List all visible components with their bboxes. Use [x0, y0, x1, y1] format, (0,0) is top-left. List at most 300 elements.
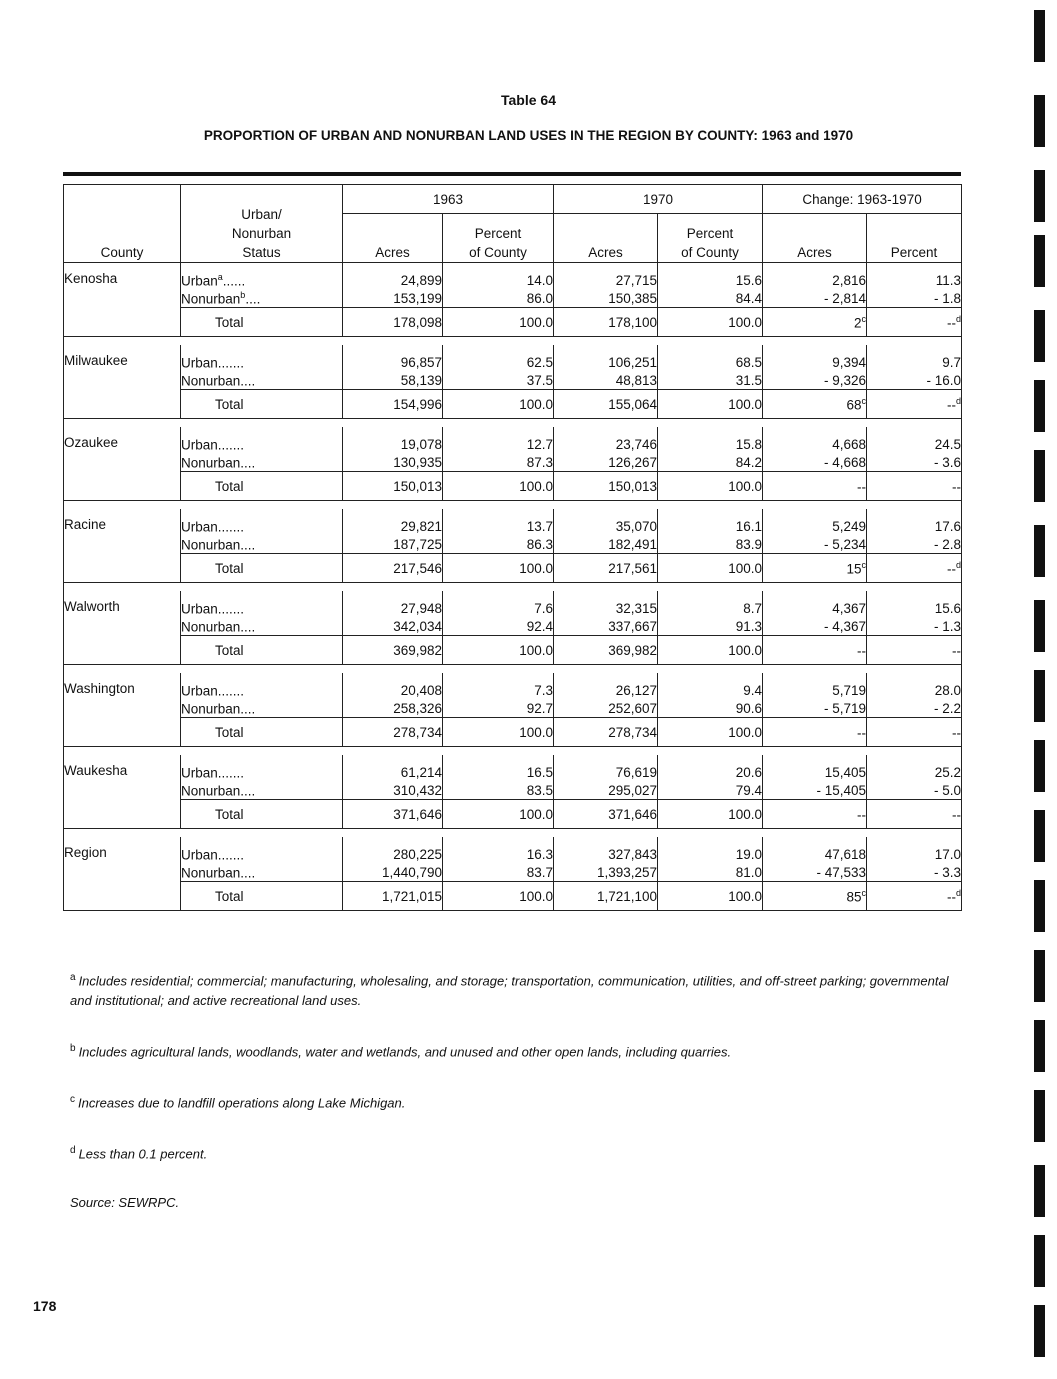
percent-1963-cell — [443, 699, 554, 718]
acres-1963-cell — [343, 718, 443, 747]
status-cell — [181, 718, 343, 747]
cell-value: -- — [947, 561, 957, 577]
change-percent-cell — [867, 289, 962, 308]
county-cell: Kenosha — [64, 263, 181, 337]
cell-value: - 47,533 — [816, 864, 867, 880]
table-row — [64, 718, 962, 747]
status-cell — [181, 673, 343, 699]
footnote-mark: c — [861, 887, 867, 898]
status-cell — [181, 390, 343, 419]
percent-1963-cell — [443, 453, 554, 472]
percent-1970-cell — [658, 591, 763, 617]
cell-value: 86.3 — [526, 536, 554, 552]
change-acres-cell — [763, 345, 867, 371]
acres-1963-cell — [343, 289, 443, 308]
table-row — [64, 882, 962, 911]
acres-1970-cell — [554, 800, 658, 829]
acres-1963-cell — [343, 755, 443, 781]
edge-mark — [1034, 1235, 1045, 1287]
percent-1963-cell — [443, 472, 554, 501]
change-acres-cell — [763, 636, 867, 665]
change-acres-cell — [763, 308, 867, 337]
percent-1963-cell — [443, 837, 554, 863]
percent-1970-cell — [658, 636, 763, 665]
cell-value: 92.4 — [526, 618, 554, 634]
change-percent-cell — [867, 837, 962, 863]
acres-1963-cell — [343, 308, 443, 337]
leader-dots: ....... — [217, 765, 245, 781]
footnote-mark: d — [956, 395, 962, 406]
status-cell — [181, 289, 343, 308]
leader-dots: .... — [245, 291, 261, 307]
cell-value: 154,996 — [393, 396, 442, 412]
cell-value: 91.3 — [735, 618, 763, 634]
cell-value: -- — [857, 725, 867, 741]
cell-value: 1,721,015 — [381, 888, 442, 904]
footnote-mark: a — [217, 271, 223, 282]
change-percent-cell — [867, 345, 962, 371]
percent-1970-cell — [658, 755, 763, 781]
change-percent-cell — [867, 554, 962, 583]
cell-value: 1,721,100 — [596, 888, 658, 904]
edge-mark — [1034, 450, 1045, 502]
cell-value: 100.0 — [728, 478, 763, 494]
leader-dots: ....... — [217, 847, 245, 863]
status-label: Total — [215, 724, 244, 740]
status-header: Urban/ Nonurban Status — [181, 185, 343, 263]
cell-value: 15.6 — [934, 600, 962, 616]
acres-1970-cell — [554, 863, 658, 882]
acres-1970-cell — [554, 554, 658, 583]
year-1970-header: 1970 — [554, 185, 763, 214]
cell-value: - 1.8 — [934, 290, 962, 306]
leader-dots: .... — [240, 701, 256, 717]
leader-dots: ....... — [217, 601, 245, 617]
cell-value: 15 — [846, 561, 862, 577]
percent-1970-cell — [658, 535, 763, 554]
cell-value: 96,857 — [400, 354, 442, 370]
cell-value: 17.0 — [934, 846, 962, 862]
change-percent-cell — [867, 591, 962, 617]
status-cell — [181, 472, 343, 501]
cell-value: 100.0 — [519, 724, 554, 740]
acres-1970-cell — [554, 308, 658, 337]
county-cell: Milwaukee — [64, 345, 181, 419]
cell-value: 87.3 — [526, 454, 554, 470]
leader-dots: .... — [240, 373, 256, 389]
percent-1963-cell — [443, 673, 554, 699]
leader-dots: ....... — [217, 355, 245, 371]
cell-value: - 3.3 — [934, 864, 962, 880]
cell-value: 84.4 — [735, 290, 763, 306]
status-label: Total — [215, 478, 244, 494]
footnote-mark: c — [861, 313, 867, 324]
cell-value: 342,034 — [393, 618, 442, 634]
cell-value: 19,078 — [400, 436, 442, 452]
percent-1970-cell — [658, 554, 763, 583]
change-header: Change: 1963-1970 — [763, 185, 962, 214]
cell-value: 61,214 — [400, 764, 442, 780]
county-cell: Racine — [64, 509, 181, 583]
table-row — [64, 863, 962, 882]
group-spacer — [64, 665, 962, 674]
percent-1970-cell — [658, 863, 763, 882]
leader-dots: .... — [240, 455, 256, 471]
change-percent-cell — [867, 781, 962, 800]
change-percent-cell — [867, 535, 962, 554]
table-label: Table 64 — [501, 92, 556, 108]
change-acres-cell — [763, 718, 867, 747]
cell-value: 4,668 — [832, 436, 867, 452]
change-acres-cell — [763, 837, 867, 863]
cell-value: 150,385 — [608, 290, 658, 306]
cell-value: 178,100 — [608, 314, 658, 330]
change-acres-cell — [763, 289, 867, 308]
status-label: Nonurban — [181, 619, 241, 635]
status-cell — [181, 636, 343, 665]
acres-1963-cell — [343, 509, 443, 535]
percent-1963-cell — [443, 371, 554, 390]
cell-value: 81.0 — [735, 864, 763, 880]
acres-1970-cell — [554, 673, 658, 699]
cell-value: 153,199 — [393, 290, 442, 306]
percent-1970-cell — [658, 882, 763, 911]
cell-value: -- — [952, 643, 962, 659]
cell-value: 12.7 — [526, 436, 554, 452]
cell-value: - 5,234 — [824, 536, 867, 552]
acres-1970-cell — [554, 591, 658, 617]
percent-1970-cell — [658, 427, 763, 453]
table-row — [64, 837, 962, 863]
edge-mark — [1034, 810, 1045, 862]
footnote-d: $^d$ Less than 0.1 percent. — [70, 1145, 208, 1162]
status-cell — [181, 755, 343, 781]
status-cell — [181, 882, 343, 911]
cell-value: 295,027 — [608, 782, 658, 798]
edge-mark — [1034, 1090, 1045, 1142]
status-cell — [181, 800, 343, 829]
status-label: Nonurban — [181, 455, 241, 471]
table-row — [64, 371, 962, 390]
cell-value: 278,734 — [393, 724, 442, 740]
table-row — [64, 427, 962, 453]
percent-1963-cell — [443, 863, 554, 882]
percent-1963-cell — [443, 800, 554, 829]
cell-value: 2 — [854, 315, 862, 331]
cell-value: 100.0 — [519, 314, 554, 330]
percent-1970-cell — [658, 781, 763, 800]
status-label: Urban — [181, 437, 218, 453]
change-percent-cell — [867, 509, 962, 535]
cell-value: 100.0 — [728, 724, 763, 740]
cell-value: -- — [947, 889, 957, 905]
cell-value: 106,251 — [608, 354, 658, 370]
cell-value: 83.7 — [526, 864, 554, 880]
leader-dots: .... — [240, 783, 256, 799]
footnote-mark: d — [956, 887, 962, 898]
group-spacer — [64, 337, 962, 346]
change-acres-cell — [763, 755, 867, 781]
cell-value: 187,725 — [393, 536, 442, 552]
change-percent-cell — [867, 472, 962, 501]
cell-value: 16.1 — [735, 518, 763, 534]
acres-1970-cell — [554, 755, 658, 781]
cell-value: 4,367 — [832, 600, 867, 616]
county-cell: Washington — [64, 673, 181, 747]
table-row — [64, 535, 962, 554]
status-label: Urban — [181, 683, 218, 699]
cell-value: 35,070 — [615, 518, 658, 534]
cell-value: 47,618 — [824, 846, 867, 862]
percent-1970-cell — [658, 673, 763, 699]
cell-value: 16.3 — [526, 846, 554, 862]
change-acres-cell — [763, 554, 867, 583]
cell-value: 48,813 — [615, 372, 658, 388]
acres-1963-cell — [343, 636, 443, 665]
acres-1963-cell — [343, 863, 443, 882]
table-row — [64, 617, 962, 636]
group-spacer — [64, 419, 962, 428]
cell-value: - 2.2 — [934, 700, 962, 716]
status-label: Nonurban — [181, 701, 241, 717]
cell-value: 26,127 — [615, 682, 658, 698]
percent-1970-header: Percent of County — [658, 214, 763, 263]
status-label: Total — [215, 806, 244, 822]
cell-value: 37.5 — [526, 372, 554, 388]
cell-value: -- — [857, 643, 867, 659]
acres-1970-cell — [554, 718, 658, 747]
status-cell — [181, 617, 343, 636]
cell-value: 9.4 — [743, 682, 763, 698]
acres-1963-cell — [343, 781, 443, 800]
edge-mark — [1034, 880, 1045, 932]
cell-value: 14.0 — [526, 272, 554, 288]
cell-value: 155,064 — [608, 396, 658, 412]
cell-value: - 16.0 — [926, 372, 962, 388]
acres-1963-cell — [343, 882, 443, 911]
cell-value: 310,432 — [393, 782, 442, 798]
cell-value: 86.0 — [526, 290, 554, 306]
acres-1970-cell — [554, 617, 658, 636]
edge-mark — [1034, 525, 1045, 577]
table-title: PROPORTION OF URBAN AND NONURBAN LAND USES IN THE REGION BY COUNTY: 1963 and 1970 — [203, 128, 854, 143]
percent-1963-cell — [443, 781, 554, 800]
edge-mark — [1034, 600, 1045, 652]
acres-1970-cell — [554, 781, 658, 800]
cell-value: 79.4 — [735, 782, 763, 798]
status-cell — [181, 371, 343, 390]
footnote-mark: d — [956, 313, 962, 324]
status-label: Urban — [181, 765, 218, 781]
cell-value: 31.5 — [735, 372, 763, 388]
cell-value: - 15,405 — [816, 782, 867, 798]
cell-value: 76,619 — [615, 764, 658, 780]
edge-mark — [1034, 10, 1045, 62]
cell-value: 252,607 — [608, 700, 658, 716]
change-acres-cell — [763, 673, 867, 699]
status-cell — [181, 453, 343, 472]
table-row — [64, 345, 962, 371]
cell-value: 100.0 — [728, 314, 763, 330]
percent-1963-cell — [443, 308, 554, 337]
change-percent-cell — [867, 699, 962, 718]
status-label: Urban — [181, 273, 218, 289]
status-cell — [181, 509, 343, 535]
change-percent-cell — [867, 308, 962, 337]
change-acres-cell — [763, 800, 867, 829]
cell-value: 27,948 — [400, 600, 442, 616]
cell-value: 5,719 — [832, 682, 867, 698]
cell-value: 32,315 — [615, 600, 658, 616]
cell-value: 369,982 — [608, 642, 658, 658]
cell-value: -- — [947, 315, 957, 331]
table-row — [64, 472, 962, 501]
table-row — [64, 263, 962, 290]
cell-value: 83.5 — [526, 782, 554, 798]
cell-value: 84.2 — [735, 454, 763, 470]
change-acres-cell — [763, 699, 867, 718]
table-row — [64, 591, 962, 617]
status-label: Urban — [181, 519, 218, 535]
cell-value: 13.7 — [526, 518, 554, 534]
cell-value: 15.6 — [735, 272, 763, 288]
percent-1970-cell — [658, 617, 763, 636]
cell-value: 9,394 — [832, 354, 867, 370]
change-percent-cell — [867, 636, 962, 665]
percent-1970-cell — [658, 390, 763, 419]
status-label: Total — [215, 314, 244, 330]
cell-value: 28.0 — [934, 682, 962, 698]
status-label: Urban — [181, 355, 218, 371]
edge-mark — [1034, 1305, 1045, 1357]
table-row — [64, 699, 962, 718]
cell-value: 16.5 — [526, 764, 554, 780]
change-acres-cell — [763, 781, 867, 800]
cell-value: 20,408 — [400, 682, 442, 698]
status-label: Total — [215, 888, 244, 904]
cell-value: 11.3 — [935, 272, 962, 288]
status-cell — [181, 345, 343, 371]
cell-value: - 1.3 — [934, 618, 962, 634]
percent-1963-cell — [443, 636, 554, 665]
acres-1963-cell — [343, 535, 443, 554]
percent-1963-cell — [443, 509, 554, 535]
cell-value: 100.0 — [519, 888, 554, 904]
leader-dots: .... — [240, 537, 256, 553]
change-percent-cell — [867, 617, 962, 636]
percent-1970-cell — [658, 699, 763, 718]
group-spacer — [64, 583, 962, 592]
percent-1963-cell — [443, 289, 554, 308]
footnote-mark: c — [861, 559, 867, 570]
table-row — [64, 636, 962, 665]
percent-1963-cell — [443, 345, 554, 371]
edge-mark — [1034, 170, 1045, 222]
cell-value: - 4,367 — [824, 618, 867, 634]
change-percent-cell — [867, 863, 962, 882]
cell-value: 100.0 — [728, 888, 763, 904]
status-cell — [181, 781, 343, 800]
cell-value: 2,816 — [832, 272, 867, 288]
cell-value: 369,982 — [393, 642, 442, 658]
cell-value: 258,326 — [393, 700, 442, 716]
edge-mark — [1034, 740, 1045, 792]
table-row — [64, 289, 962, 308]
status-cell — [181, 699, 343, 718]
change-percent-cell — [867, 718, 962, 747]
cell-value: -- — [857, 479, 867, 495]
cell-value: 23,746 — [615, 436, 658, 452]
percent-1970-cell — [658, 800, 763, 829]
cell-value: 24.5 — [934, 436, 962, 452]
change-acres-header: Acres — [763, 214, 867, 263]
footnote-mark: d — [956, 559, 962, 570]
cell-value: 100.0 — [728, 396, 763, 412]
acres-1963-cell — [343, 263, 443, 290]
footnote-b: $^b$ Includes agricultural lands, woodlands, water and wetlands, and unused and other open lands, including quarries. — [70, 1043, 732, 1060]
cell-value: 100.0 — [519, 478, 554, 494]
county-cell: Ozaukee — [64, 427, 181, 501]
table-row — [64, 308, 962, 337]
edge-mark — [1034, 1020, 1045, 1072]
page-number: 178 — [33, 1298, 57, 1314]
acres-1963-cell — [343, 699, 443, 718]
percent-1970-cell — [658, 371, 763, 390]
percent-1970-cell — [658, 453, 763, 472]
leader-dots: ....... — [217, 683, 245, 699]
cell-value: 217,561 — [608, 560, 658, 576]
county-cell: Waukesha — [64, 755, 181, 829]
acres-1963-header: Acres — [343, 214, 443, 263]
status-label: Nonurban — [181, 783, 241, 799]
edge-mark — [1034, 380, 1045, 432]
status-label: Total — [215, 396, 244, 412]
acres-1963-cell — [343, 345, 443, 371]
footnote-mark: c — [861, 395, 867, 406]
percent-1970-cell — [658, 289, 763, 308]
source-note: Source: SEWRPC. — [70, 1195, 180, 1210]
acres-1963-cell — [343, 554, 443, 583]
cell-value: 29,821 — [400, 518, 442, 534]
percent-1963-cell — [443, 755, 554, 781]
cell-value: - 3.6 — [934, 454, 962, 470]
edge-mark — [1034, 670, 1045, 722]
change-acres-cell — [763, 591, 867, 617]
status-label: Nonurban — [181, 291, 241, 307]
edge-mark — [1034, 235, 1045, 287]
percent-1963-cell — [443, 554, 554, 583]
status-cell — [181, 591, 343, 617]
cell-value: 280,225 — [393, 846, 442, 862]
change-acres-cell — [763, 617, 867, 636]
percent-1963-cell — [443, 718, 554, 747]
cell-value: 15.8 — [735, 436, 763, 452]
percent-1963-cell — [443, 617, 554, 636]
leader-dots: ....... — [217, 437, 245, 453]
cell-value: 7.3 — [534, 682, 554, 698]
cell-value: 17.6 — [934, 518, 962, 534]
change-acres-cell — [763, 882, 867, 911]
group-spacer — [64, 747, 962, 756]
acres-1970-cell — [554, 882, 658, 911]
cell-value: 150,013 — [608, 478, 658, 494]
status-cell — [181, 427, 343, 453]
cell-value: 85 — [846, 889, 862, 905]
cell-value: 1,440,790 — [381, 864, 442, 880]
acres-1970-header: Acres — [554, 214, 658, 263]
cell-value: 83.9 — [735, 536, 763, 552]
acres-1970-cell — [554, 371, 658, 390]
